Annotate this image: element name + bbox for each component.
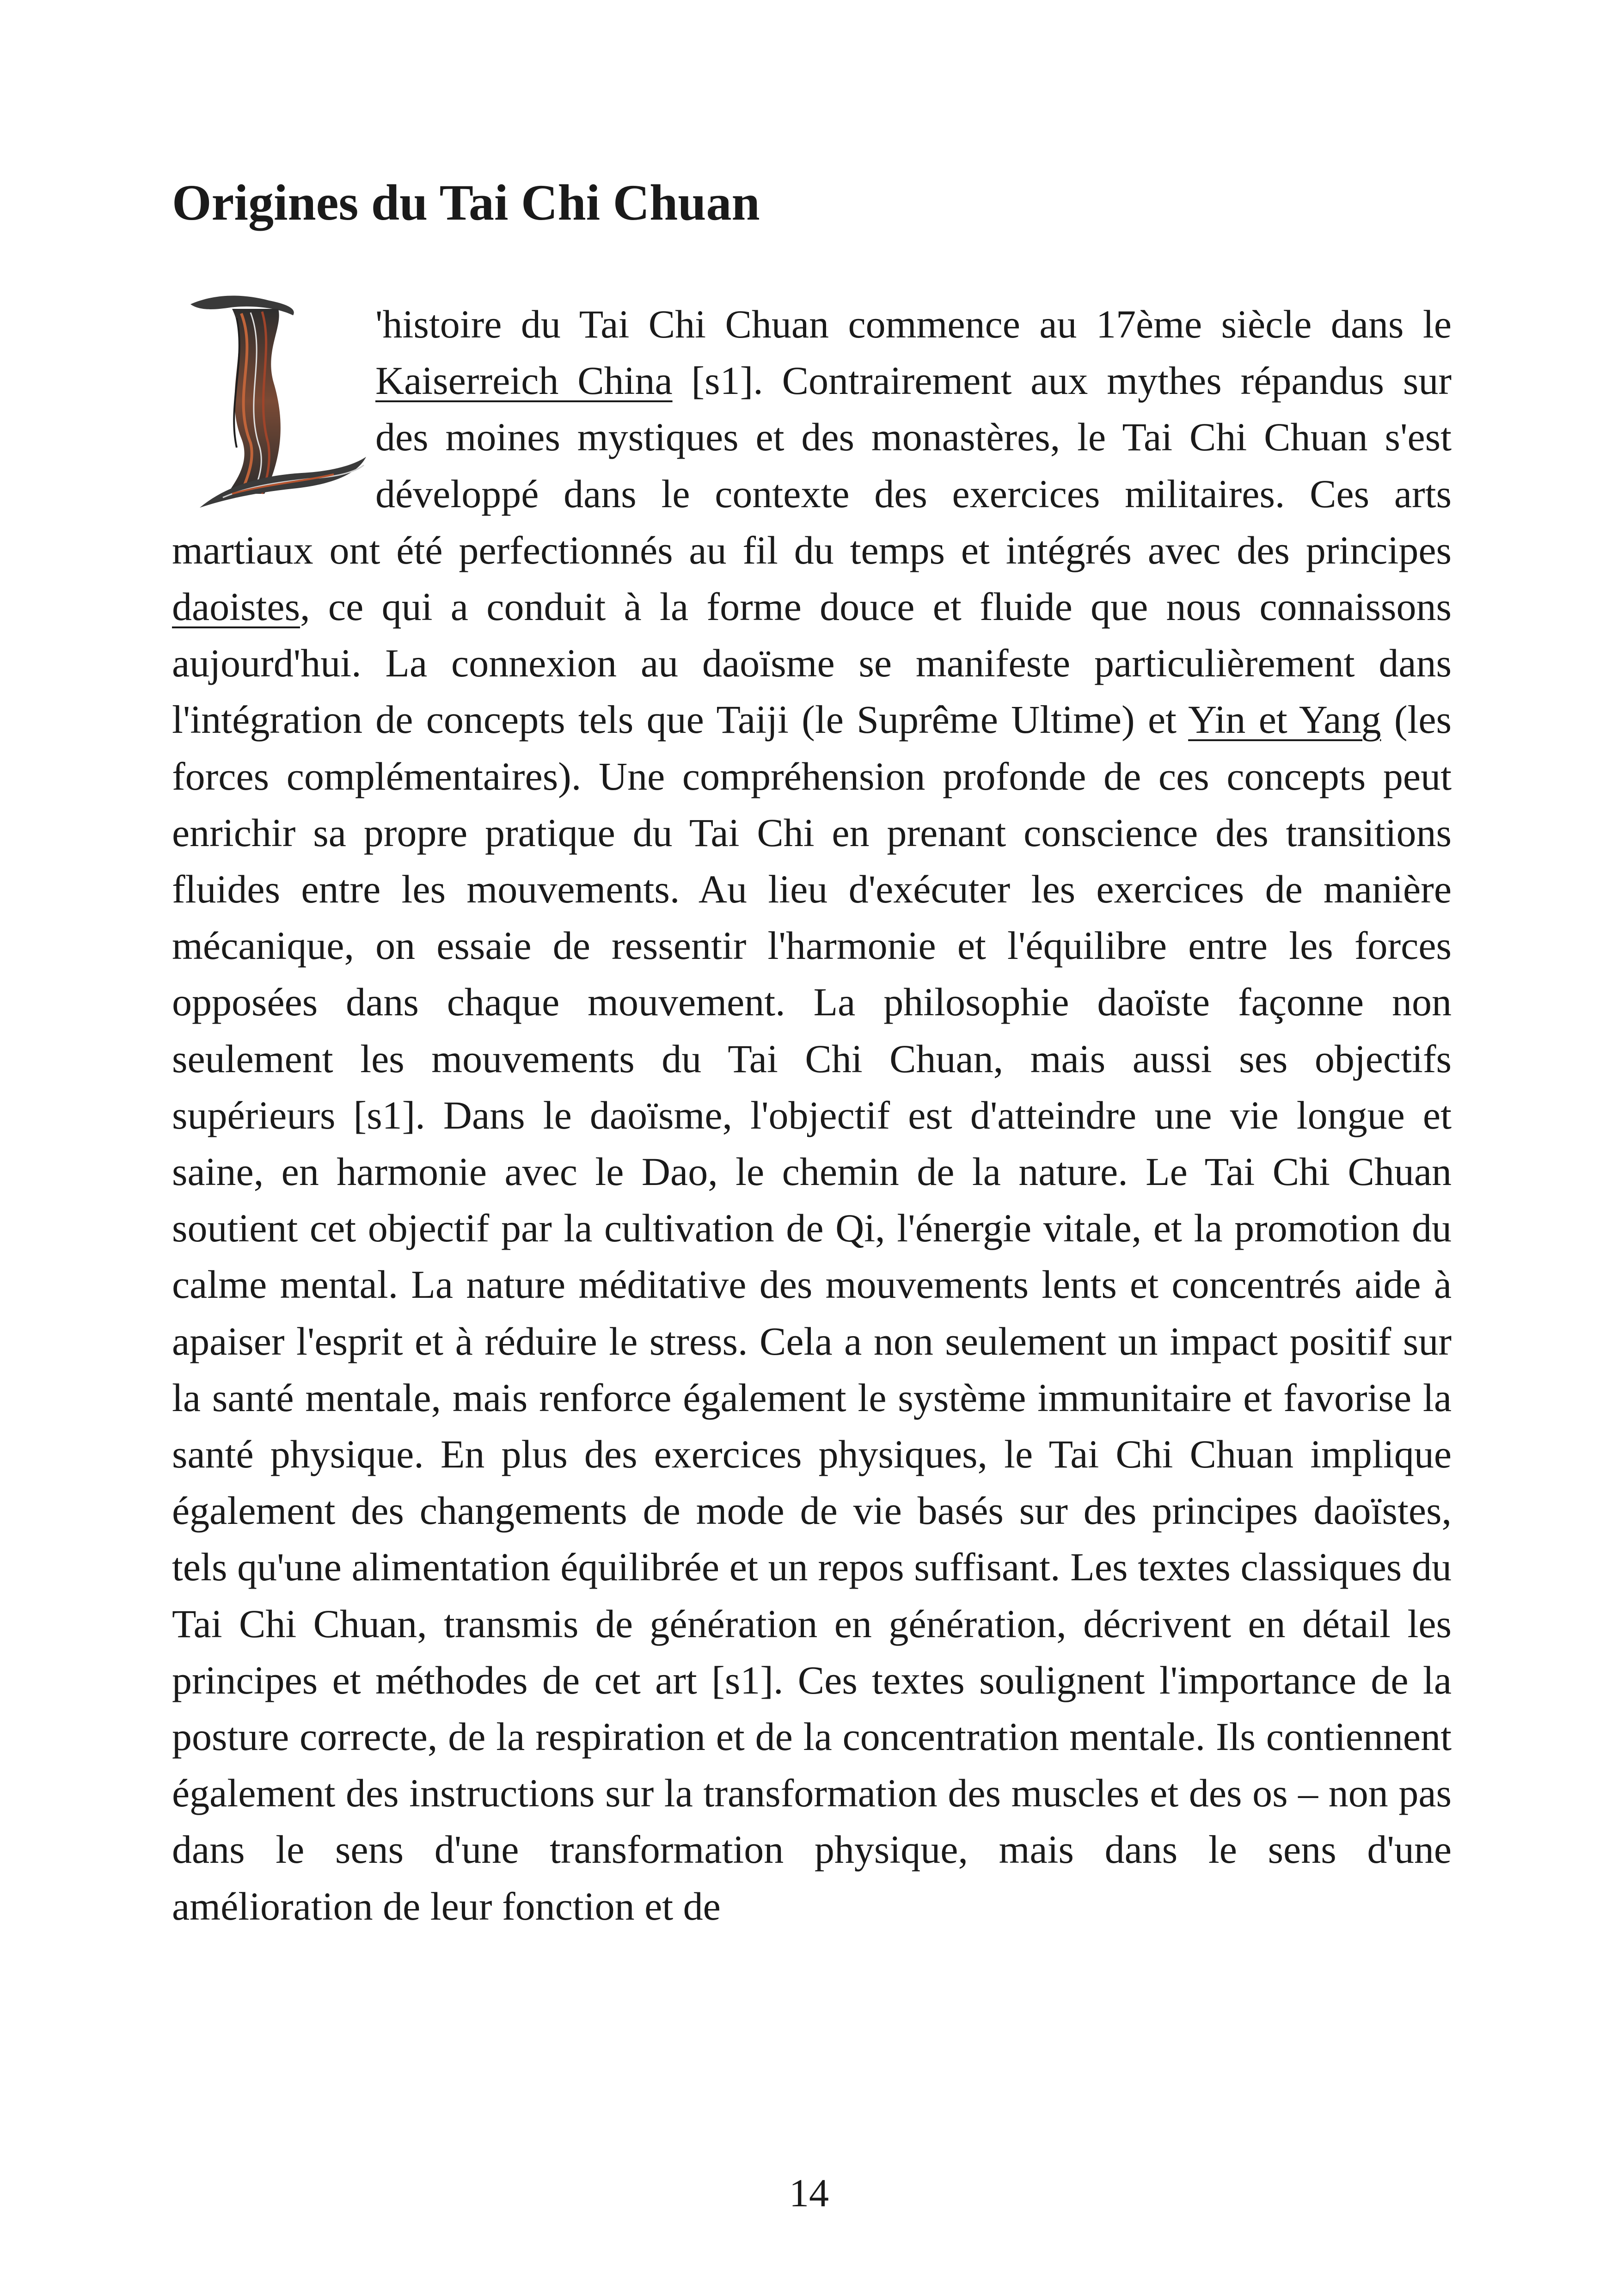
body-paragraph (172, 296, 1452, 1934)
page-number: 14 (789, 2171, 829, 2215)
dropcap-ornament (172, 290, 375, 516)
link-daoistes[interactable]: daoistes (172, 584, 300, 629)
ornamental-letter-l-icon (172, 290, 375, 516)
link-kaiserreich-china[interactable]: Kaiserreich China (375, 358, 673, 403)
paragraph-text-4: (les forces complémentaires). Une compréhension profonde de ces concepts peut enrichir sa propre pratique du Tai Chi en prenant conscience des transitions fluides entre les mouvements. Au lieu d'exécuter les exercices de manière mécanique, on essaie de ressentir l'harmonie et l'équilibre entre les forces opposées dans chaque mouvement. La philosophie daoïste façonne non seulement les mouvements du Tai Chi Chuan, mais aussi ses objectifs supérieurs [s1]. Dans le daoïsme, l'objectif est d'atteindre une vie longue et saine, en harmonie avec le Dao, le chemin de la nature. Le Tai Chi Chuan soutient cet objectif par la cultivation de Qi, l'énergie vitale, et la promotion du calme mental. La nature méditative des mouvements lents et concentrés aide à apaiser l'esprit et à réduire le stress. Cela a non seulement un impact positif sur la santé mentale, mais renforce également le système immunitaire et favorise la santé physique. En plus des exercices physiques, le Tai Chi Chuan implique également des changements de mode de vie basés sur des principes daoïstes, tels qu'une alimentation équilibrée et un repos suffisant. Les textes classiques du Tai Chi Chuan, transmis de génération en génération, décrivent en détail les principes et méthodes de cet art [s1]. Ces textes soulignent l'importance de la posture correcte, de la respiration et de la concentration mentale. Ils contiennent également des instructions sur la transformation des muscles et des os – non pas dans le sens d'une transformation physique, mais dans le sens d'une amélioration de leur fonction et de (172, 697, 1452, 1928)
paragraph-text-2: [s1]. Contrairement aux mythes répandus sur des moines mystiques et des monastères, le Tai Chi Chuan s'est développé dans le contexte des exercices militaires. Ces arts martiaux ont été perfectionnés au fil du temps et intégrés avec des principes (172, 358, 1452, 572)
link-yin-et-yang[interactable]: Yin et Yang (1188, 697, 1381, 742)
paragraph-text-1: 'histoire du Tai Chi Chuan commence au 17ème siècle dans le (375, 302, 1452, 346)
page-title: Origines du Tai Chi Chuan (172, 174, 760, 231)
paragraph-text-3: , ce qui a conduit à la forme douce et fluide que nous connaissons aujourd'hui. La connexion au daoïsme se manifeste particulièrement dans l'intégration de concepts tels que Taiji (le Suprême Ultime) et (172, 584, 1452, 742)
